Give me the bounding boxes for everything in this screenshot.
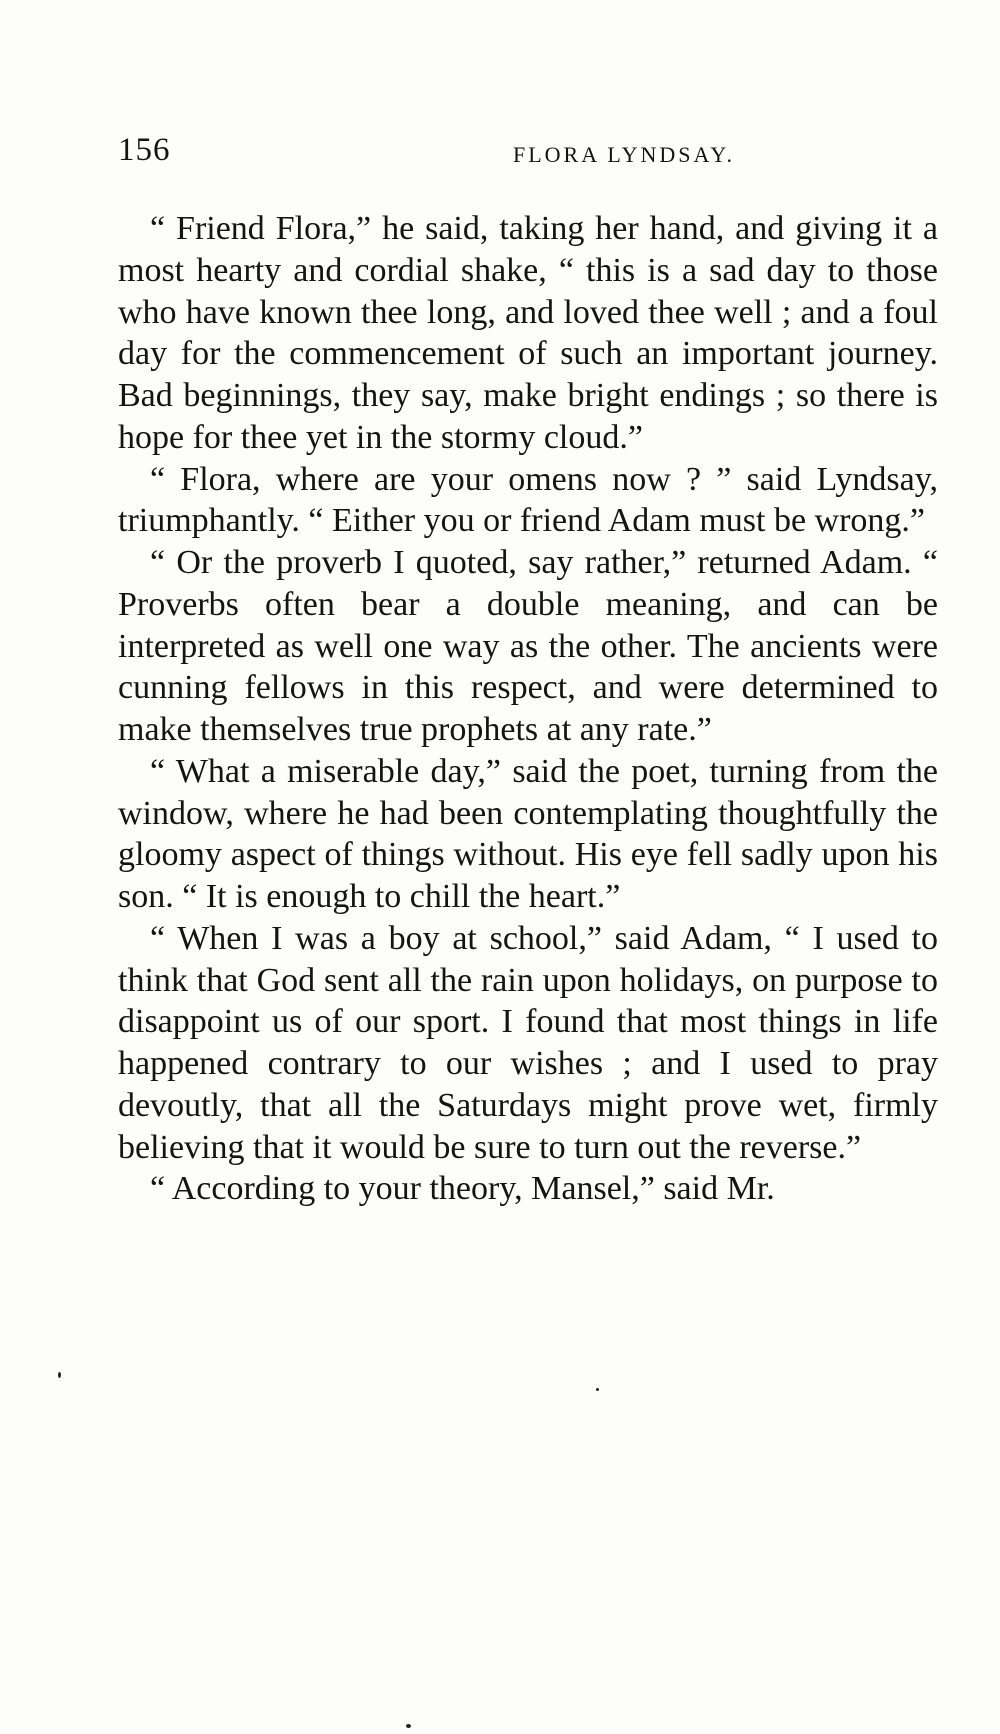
paragraph-4: “ What a miserable day,” said the poet, turning from the window, where he had been contemplating thoughtfully the gloomy aspect of things without. His eye fell sadly upon his son. “ It is enough to chill the heart.” bbox=[118, 752, 938, 915]
body-text bbox=[118, 208, 938, 1210]
page-number: 156 bbox=[118, 132, 171, 168]
paragraph-5: “ When I was a boy at school,” said Adam, “ I used to think that God sent all the rain upon holidays, on purpose to disappoint us of our sport. I found that most things in life happened contrary to our wishes ; and I used to pray devoutly, that all the Saturdays might prove wet, firmly believing that it would be sure to turn out the reverse.” bbox=[118, 919, 938, 1166]
ink-speck bbox=[406, 1724, 411, 1728]
paragraph-1: “ Friend Flora,” he said, taking her hand, and giving it a most hearty and cordial shake, “ this is a sad day to those who have known thee long, and loved thee well ; and a foul day for the commencement of such an important journey. Bad beginnings, they say, make bright endings ; so there is hope for thee yet in the stormy cloud.” bbox=[118, 210, 938, 456]
paragraph-3: “ Or the proverb I quoted, say rather,” returned Adam. “ Proverbs often bear a double meaning, and can be interpreted as well one way as the other. The ancients were cunning fellows in this respect, and were determined to make themselves true prophets at any rate.” bbox=[118, 544, 938, 748]
ink-speck bbox=[58, 1372, 61, 1378]
ink-speck bbox=[596, 1388, 599, 1391]
paragraph-2: “ Flora, where are your omens now ? ” said Lyndsay, triumphantly. “ Either you or friend Adam must be wrong.” bbox=[118, 460, 938, 540]
paragraph-6: “ According to your theory, Mansel,” said Mr. bbox=[150, 1170, 775, 1208]
running-title: FLORA LYNDSAY. bbox=[513, 142, 735, 167]
page-header bbox=[118, 132, 938, 182]
